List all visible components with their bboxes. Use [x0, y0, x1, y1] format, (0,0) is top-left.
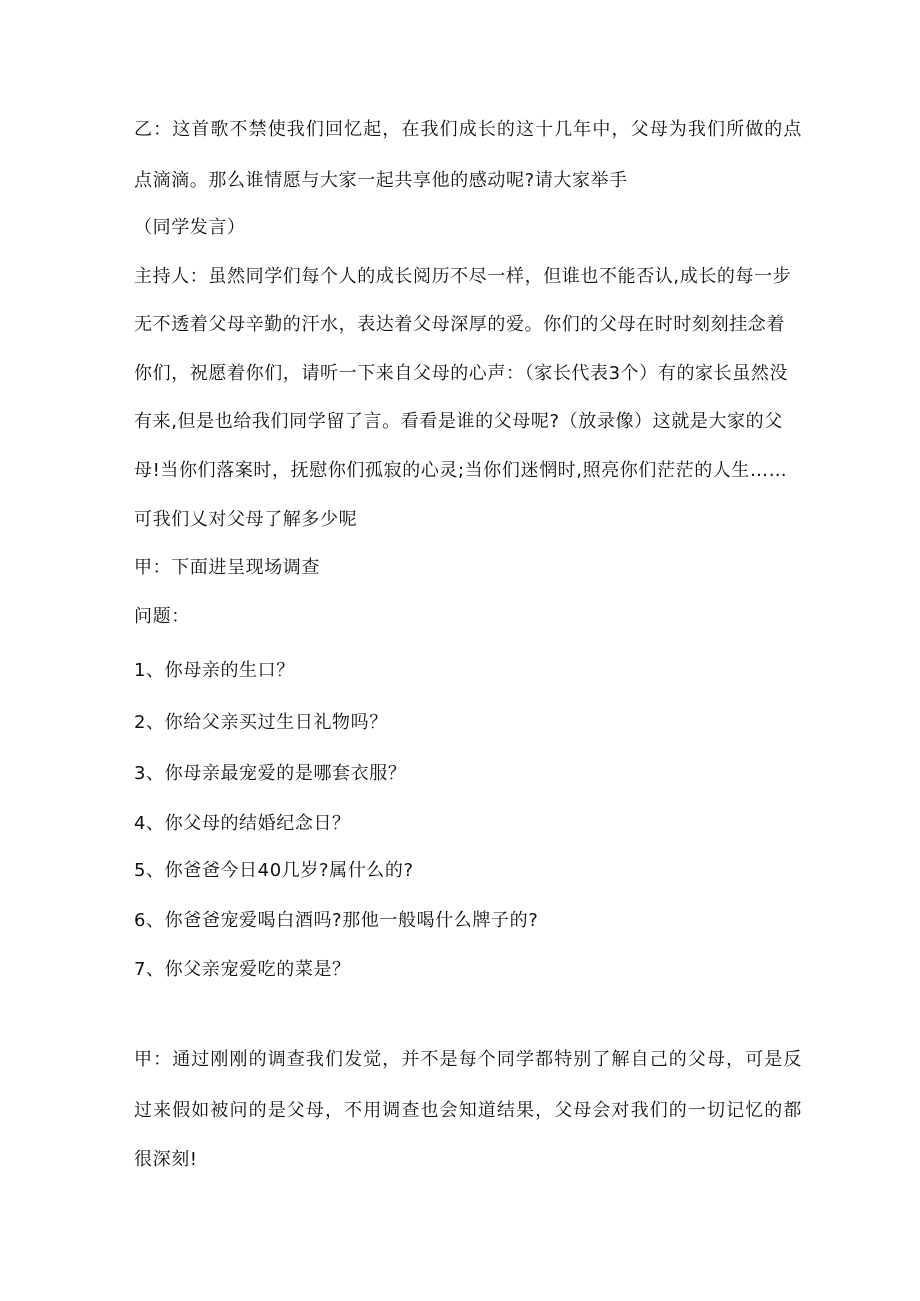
stage-note: （同学发言） — [134, 217, 246, 238]
closing-line: 过来假如被问的是父母，不用调查也会知道结果，父母会对我们的一切记忆的都 — [134, 1100, 803, 1121]
host-speech-line: 有来,但是也给我们同学留了言。看看是谁的父母呢?（放录像）这就是大家的父 — [134, 411, 783, 432]
question-item: 4、你父母的结婚纪念日？ — [134, 813, 351, 834]
question-item: 3、你母亲最宠爱的是哪套衣服？ — [134, 763, 407, 784]
closing-line: 很深刻! — [134, 1149, 198, 1170]
host-speech-line: 你们，祝愿着你们，请听一下来自父母的心声：（家长代表3个）有的家长虽然没 — [134, 363, 789, 384]
host-speech-line: 可我们乂对父母了解多少呢 — [134, 509, 358, 530]
paragraph-line: 乙：这首歌不禁使我们回忆起，在我们成长的这十几年中，父母为我们所做的点 — [134, 119, 803, 140]
questions-label: 问题： — [134, 606, 190, 627]
question-item: 6、你爸爸宠爱喝白酒吗?那他一般喝什么牌子的? — [134, 910, 539, 931]
question-item: 7、你父亲宠爱吃的菜是？ — [134, 959, 351, 980]
paragraph-line: 点滴滴。那么谁情愿与大家一起共享他的感动呢?请大家举手 — [134, 170, 628, 191]
host-speech-line: 主持人：虽然同学们每个人的成长阅历不尽一样，但谁也不能否认,成长的每一步 — [134, 266, 792, 287]
host-speech-line: 母!当你们落案时，抚慰你们孤寂的心灵;当你们迷惘时,照亮你们茫茫的人生…… — [134, 460, 788, 481]
survey-intro: 甲：下面进呈现场调查 — [134, 557, 320, 578]
host-speech-line: 无不透着父母辛勤的汗水，表达着父母深厚的爱。你们的父母在时时刻刻挂念着 — [134, 314, 785, 335]
question-item: 5、你爸爸今日40几岁?属什么的? — [134, 860, 414, 881]
closing-line: 甲：通过刚刚的调查我们发觉，并不是每个同学都特别了解自己的父母，可是反 — [134, 1049, 803, 1070]
question-item: 2、你给父亲买过生日礼物吗？ — [134, 712, 388, 733]
question-item: 1、你母亲的生口？ — [134, 660, 295, 681]
